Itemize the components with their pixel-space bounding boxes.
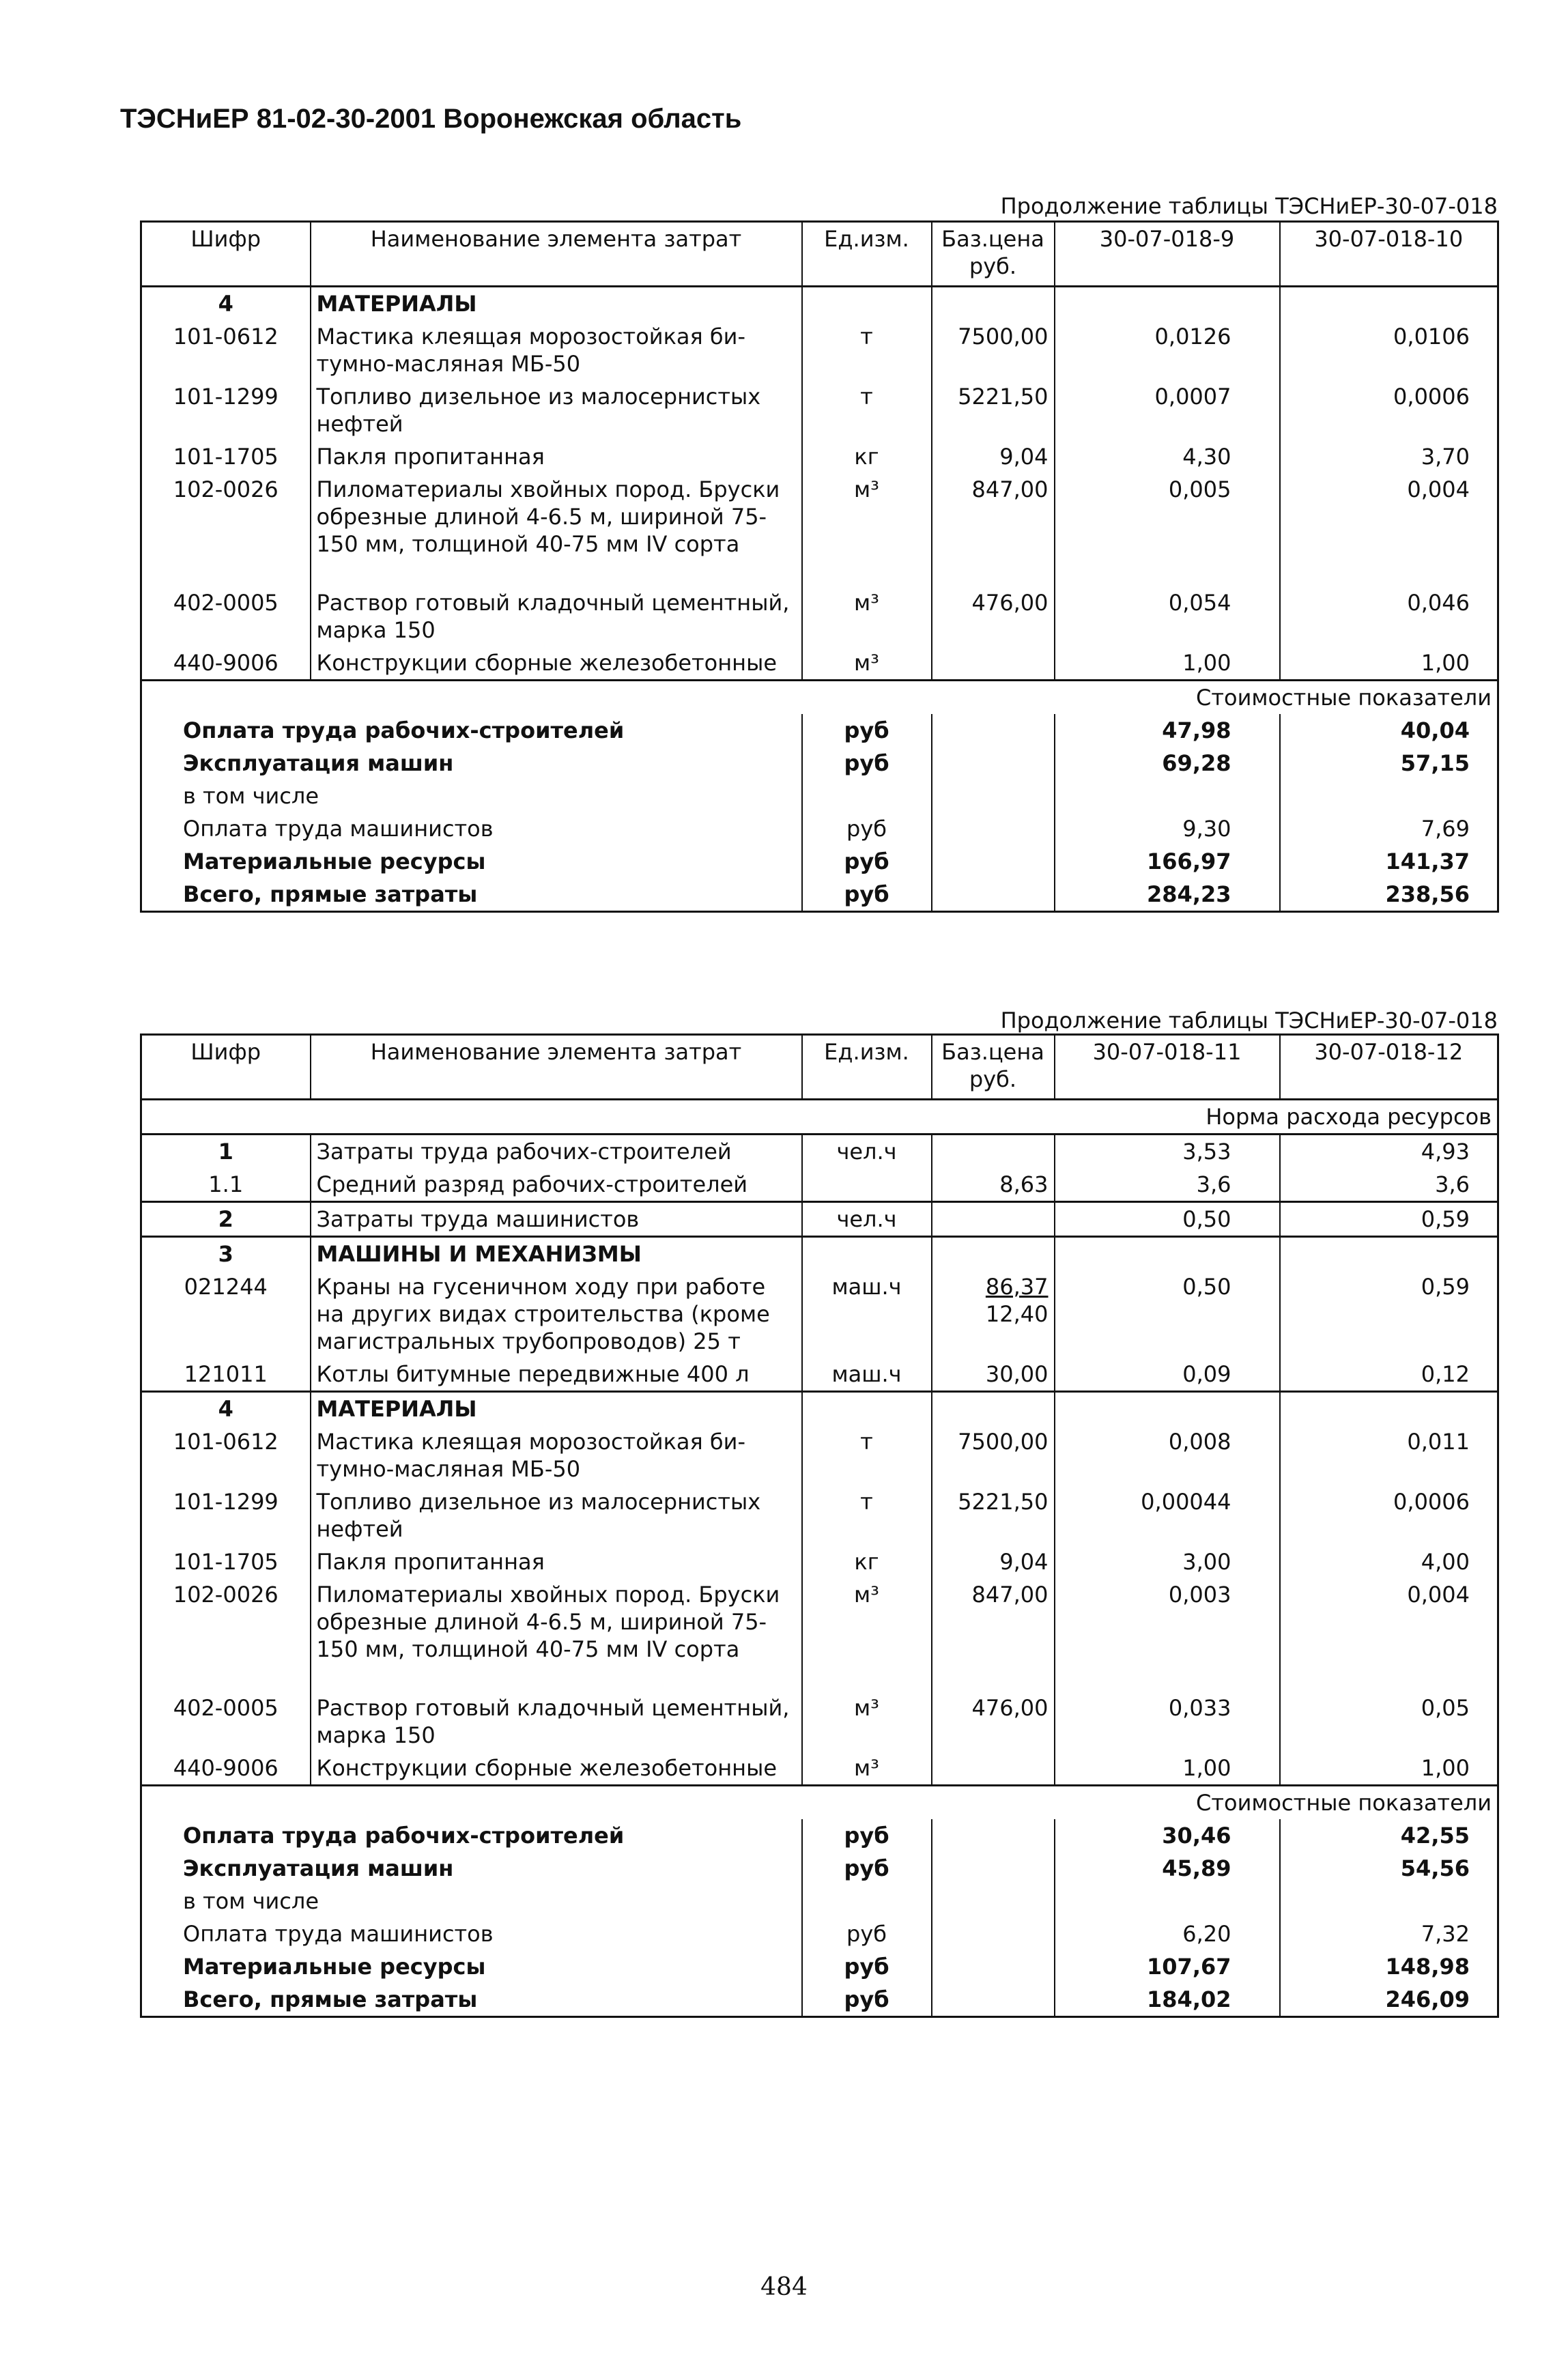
norm-label bbox=[141, 1100, 1498, 1135]
empty-cell bbox=[141, 1666, 311, 1692]
empty-cell bbox=[932, 812, 1055, 845]
summary-value-b: 40,04 bbox=[1400, 717, 1470, 743]
table-row bbox=[141, 1202, 1498, 1237]
header-price: Баз.цена руб. bbox=[932, 222, 1055, 287]
empty-cell bbox=[932, 747, 1055, 780]
summary-value-b bbox=[1280, 780, 1498, 812]
row-value-a: 0,003 bbox=[1055, 1578, 1280, 1666]
section-title: МАТЕРИАЛЫ bbox=[311, 1392, 802, 1426]
header-col-b: 30-07-018-12 bbox=[1280, 1035, 1498, 1100]
row-value-a: 3,53 bbox=[1055, 1135, 1280, 1169]
row-name: Пакля пропитанная bbox=[311, 440, 802, 473]
section-row bbox=[141, 287, 1498, 321]
summary-unit bbox=[802, 780, 932, 812]
row-code: 440-9006 bbox=[173, 1755, 279, 1781]
summary-value-b: 246,09 bbox=[1385, 1986, 1470, 2012]
summary-value-b: 141,37 bbox=[1385, 848, 1470, 874]
empty-cell bbox=[1280, 1666, 1498, 1692]
row-name: Пиломатериалы хвойных пород. Бруски обрезные длиной 4-6.5 м, шириной 75-150 мм, толщиной 40-75 мм IV сорта bbox=[311, 473, 802, 560]
summary-value-b: 238,56 bbox=[1385, 881, 1470, 907]
row-price bbox=[932, 646, 1055, 681]
resource-table-2 bbox=[140, 1033, 1499, 2018]
summary-unit: руб bbox=[802, 1950, 932, 1983]
summary-value-b: 54,56 bbox=[1400, 1855, 1470, 1881]
table-row bbox=[141, 1358, 1498, 1392]
section-code: 4 bbox=[141, 1392, 311, 1426]
table1-body bbox=[141, 287, 1498, 912]
row-price: 7500,00 bbox=[932, 320, 1055, 380]
machine-price-top: 30,00 bbox=[985, 1361, 1049, 1387]
table-row bbox=[141, 380, 1498, 440]
summary-name: Оплата труда рабочих-строителей bbox=[183, 717, 625, 743]
row-price: 476,00 bbox=[932, 1692, 1055, 1752]
summary-unit: руб bbox=[802, 1852, 932, 1885]
row-name: Конструкции сборные железобетонные bbox=[311, 646, 802, 681]
summary-row bbox=[141, 1950, 1498, 1983]
summary-value-a: 6,20 bbox=[1055, 1917, 1280, 1950]
empty-cell bbox=[311, 560, 802, 586]
summary-unit: руб bbox=[802, 1819, 932, 1852]
summary-value-a: 184,02 bbox=[1055, 1983, 1280, 2017]
empty-cell bbox=[932, 714, 1055, 747]
table-row bbox=[141, 1425, 1498, 1485]
empty-cell bbox=[1055, 560, 1280, 586]
row-code: 101-1705 bbox=[173, 444, 279, 470]
summary-value-a: 284,23 bbox=[1055, 878, 1280, 912]
document-title: ТЭСНиЕР 81-02-30-2001 Воронежская область bbox=[120, 104, 742, 134]
row-value-a: 0,00044 bbox=[1055, 1485, 1280, 1545]
row-name: Конструкции сборные железобетонные bbox=[311, 1752, 802, 1786]
summary-value-b: 148,98 bbox=[1385, 1954, 1470, 1980]
header-col-b: 30-07-018-10 bbox=[1280, 222, 1498, 287]
row-value-b: 0,12 bbox=[1421, 1361, 1470, 1387]
summary-row bbox=[141, 878, 1498, 912]
summary-value-a: 166,97 bbox=[1055, 845, 1280, 878]
summary-name: Оплата труда машинистов bbox=[183, 1921, 494, 1947]
summary-unit: руб bbox=[802, 747, 932, 780]
table-row bbox=[141, 1752, 1498, 1786]
row-code: 101-1299 bbox=[173, 1489, 279, 1515]
summary-name: в том числе bbox=[183, 783, 319, 809]
section-title: МАШИНЫ И МЕХАНИЗМЫ bbox=[311, 1237, 802, 1271]
table-row bbox=[141, 1485, 1498, 1545]
section-title: МАТЕРИАЛЫ bbox=[311, 287, 802, 321]
row-code: 1 bbox=[141, 1135, 311, 1169]
row-value-b: 0,004 bbox=[1407, 476, 1470, 502]
summary-unit: руб bbox=[802, 845, 932, 878]
summary-unit: руб bbox=[802, 812, 932, 845]
row-value-b: 3,6 bbox=[1435, 1171, 1470, 1197]
row-value-b: 0,0106 bbox=[1393, 324, 1470, 350]
table-row bbox=[141, 1692, 1498, 1752]
row-unit: чел.ч bbox=[802, 1202, 932, 1237]
row-value-a: 4,30 bbox=[1055, 440, 1280, 473]
row-value-a: 0,0007 bbox=[1055, 380, 1280, 440]
row-value-a: 0,50 bbox=[1055, 1270, 1280, 1358]
row-value-a: 0,0126 bbox=[1055, 320, 1280, 380]
summary-name: Материальные ресурсы bbox=[183, 1954, 486, 1980]
row-value-b: 4,93 bbox=[1280, 1135, 1498, 1169]
empty-cell bbox=[1280, 1392, 1498, 1426]
empty-cell bbox=[932, 878, 1055, 912]
page-number: 484 bbox=[760, 2273, 808, 2301]
table-row bbox=[141, 440, 1498, 473]
resource-table-1 bbox=[140, 220, 1499, 913]
row-unit: т bbox=[802, 380, 932, 440]
row-name: Раствор готовый кладочный цементный, марка 150 bbox=[311, 586, 802, 646]
row-unit: м³ bbox=[802, 646, 932, 681]
row-unit: чел.ч bbox=[802, 1135, 932, 1169]
row-value-a: 1,00 bbox=[1055, 646, 1280, 681]
summary-value-a: 107,67 bbox=[1055, 1950, 1280, 1983]
row-code: 402-0005 bbox=[173, 1695, 279, 1721]
row-unit: м³ bbox=[802, 1752, 932, 1786]
cost-indicators-label bbox=[141, 681, 1498, 715]
machine-price-bottom: 12,40 bbox=[985, 1301, 1049, 1327]
header-name: Наименование элемента затрат bbox=[311, 222, 802, 287]
empty-cell bbox=[802, 560, 932, 586]
row-name: Пиломатериалы хвойных пород. Бруски обрезные длиной 4-6.5 м, шириной 75-150 мм, толщиной 40-75 мм IV сорта bbox=[311, 1578, 802, 1666]
row-unit: м³ bbox=[802, 1692, 932, 1752]
cost-indicators-label bbox=[141, 1786, 1498, 1820]
summary-name: Эксплуатация машин bbox=[183, 750, 454, 776]
empty-cell bbox=[932, 1237, 1055, 1271]
empty-cell bbox=[802, 1237, 932, 1271]
empty-cell bbox=[932, 780, 1055, 812]
summary-name: Всего, прямые затраты bbox=[183, 881, 478, 907]
group-label: Норма расхода ресурсов bbox=[141, 1100, 1498, 1135]
summary-row bbox=[141, 845, 1498, 878]
row-price: 9,04 bbox=[932, 1545, 1055, 1578]
group-label: Стоимостные показатели bbox=[141, 681, 1498, 715]
empty-cell bbox=[932, 1917, 1055, 1950]
table-header-row bbox=[141, 1035, 1498, 1100]
summary-row bbox=[141, 1819, 1498, 1852]
row-price: 847,00 bbox=[932, 1578, 1055, 1666]
table-row bbox=[141, 1270, 1498, 1358]
row-unit: м³ bbox=[802, 586, 932, 646]
row-unit: кг bbox=[802, 1545, 932, 1578]
row-name: Котлы битумные передвижные 400 л bbox=[311, 1358, 802, 1392]
empty-cell bbox=[802, 1666, 932, 1692]
header-code: Шифр bbox=[141, 1035, 311, 1100]
row-unit: м³ bbox=[802, 1578, 932, 1666]
summary-value-a bbox=[1055, 1885, 1280, 1917]
summary-value-a bbox=[1055, 780, 1280, 812]
header-unit: Ед.изм. bbox=[802, 1035, 932, 1100]
summary-row bbox=[141, 714, 1498, 747]
table-row bbox=[141, 1545, 1498, 1578]
row-value-a: 1,00 bbox=[1055, 1752, 1280, 1786]
row-code: 1.1 bbox=[208, 1171, 244, 1197]
summary-value-b bbox=[1280, 1885, 1498, 1917]
row-value-b: 4,00 bbox=[1421, 1549, 1470, 1575]
empty-cell bbox=[311, 1666, 802, 1692]
empty-cell bbox=[932, 287, 1055, 321]
row-unit: т bbox=[802, 1425, 932, 1485]
row-name: Затраты труда машинистов bbox=[311, 1202, 802, 1237]
header-unit: Ед.изм. bbox=[802, 222, 932, 287]
row-value-a: 0,054 bbox=[1055, 586, 1280, 646]
summary-value-a: 47,98 bbox=[1055, 714, 1280, 747]
row-value-b: 1,00 bbox=[1421, 650, 1470, 676]
row-code: 2 bbox=[141, 1202, 311, 1237]
row-price bbox=[932, 1135, 1055, 1169]
row-price bbox=[932, 1270, 1055, 1358]
summary-value-b: 57,15 bbox=[1400, 750, 1470, 776]
row-value-a: 0,033 bbox=[1055, 1692, 1280, 1752]
row-code: 101-0612 bbox=[173, 324, 279, 350]
summary-value-a: 69,28 bbox=[1055, 747, 1280, 780]
row-unit bbox=[802, 1168, 932, 1202]
row-value-a: 0,09 bbox=[1055, 1358, 1280, 1392]
header-col-a: 30-07-018-9 bbox=[1055, 222, 1280, 287]
summary-unit: руб bbox=[802, 1983, 932, 2017]
summary-value-b: 7,32 bbox=[1421, 1921, 1470, 1947]
summary-row bbox=[141, 1983, 1498, 2017]
row-name: Топливо дизельное из малосернистых нефтей bbox=[311, 1485, 802, 1545]
empty-cell bbox=[1055, 1392, 1280, 1426]
table-row bbox=[141, 1578, 1498, 1666]
row-value-b: 0,0006 bbox=[1393, 384, 1470, 410]
row-code: 021244 bbox=[184, 1274, 268, 1300]
row-price: 847,00 bbox=[932, 473, 1055, 560]
row-name: Мастика клеящая морозостойкая би-тумно-масляная МБ-50 bbox=[311, 320, 802, 380]
empty-cell bbox=[1055, 287, 1280, 321]
summary-value-b: 7,69 bbox=[1421, 816, 1470, 842]
row-unit: м³ bbox=[802, 473, 932, 560]
empty-cell bbox=[1280, 560, 1498, 586]
table1-caption: Продолжение таблицы ТЭСНиЕР-30-07-018 bbox=[1000, 193, 1498, 219]
empty-cell bbox=[802, 287, 932, 321]
row-price bbox=[932, 1358, 1055, 1392]
row-unit: маш.ч bbox=[802, 1358, 932, 1392]
summary-value-a: 45,89 bbox=[1055, 1852, 1280, 1885]
row-value-b: 0,046 bbox=[1407, 590, 1470, 616]
table-row bbox=[141, 1168, 1498, 1202]
summary-value-a: 9,30 bbox=[1055, 812, 1280, 845]
header-col-a: 30-07-018-11 bbox=[1055, 1035, 1280, 1100]
row-value-b: 0,05 bbox=[1421, 1695, 1470, 1721]
row-price: 5221,50 bbox=[932, 1485, 1055, 1545]
summary-unit: руб bbox=[802, 1917, 932, 1950]
row-value-b: 1,00 bbox=[1421, 1755, 1470, 1781]
spacer-row bbox=[141, 560, 1498, 586]
summary-value-b: 42,55 bbox=[1400, 1823, 1470, 1849]
row-value-b: 0,59 bbox=[1280, 1202, 1498, 1237]
row-value-a: 0,005 bbox=[1055, 473, 1280, 560]
table2-body bbox=[141, 1100, 1498, 2017]
row-value-b: 0,59 bbox=[1421, 1274, 1470, 1300]
empty-cell bbox=[932, 1666, 1055, 1692]
row-value-a: 0,50 bbox=[1055, 1202, 1280, 1237]
row-price: 7500,00 bbox=[932, 1425, 1055, 1485]
header-name: Наименование элемента затрат bbox=[311, 1035, 802, 1100]
machine-price-top: 86,37 bbox=[985, 1274, 1049, 1300]
row-code: 402-0005 bbox=[173, 590, 279, 616]
summary-name: Всего, прямые затраты bbox=[183, 1986, 478, 2012]
row-name: Средний разряд рабочих-строителей bbox=[311, 1168, 802, 1202]
empty-cell bbox=[1055, 1666, 1280, 1692]
summary-name: Оплата труда машинистов bbox=[183, 816, 494, 842]
summary-row bbox=[141, 747, 1498, 780]
row-name: Мастика клеящая морозостойкая би-тумно-масляная МБ-50 bbox=[311, 1425, 802, 1485]
row-name: Затраты труда рабочих-строителей bbox=[311, 1135, 802, 1169]
empty-cell bbox=[932, 560, 1055, 586]
row-code: 101-1705 bbox=[173, 1549, 279, 1575]
row-code: 102-0026 bbox=[173, 476, 279, 502]
empty-cell bbox=[932, 1983, 1055, 2017]
table-row bbox=[141, 473, 1498, 560]
row-code: 440-9006 bbox=[173, 650, 279, 676]
summary-unit bbox=[802, 1885, 932, 1917]
header-price: Баз.цена руб. bbox=[932, 1035, 1055, 1100]
empty-cell bbox=[932, 1819, 1055, 1852]
row-code: 101-0612 bbox=[173, 1429, 279, 1455]
empty-cell bbox=[1280, 1237, 1498, 1271]
summary-unit: руб bbox=[802, 714, 932, 747]
row-unit: маш.ч bbox=[802, 1270, 932, 1358]
row-value-b: 0,011 bbox=[1407, 1429, 1470, 1455]
table-row bbox=[141, 320, 1498, 380]
table-row bbox=[141, 586, 1498, 646]
row-code: 121011 bbox=[184, 1361, 268, 1387]
summary-row bbox=[141, 1852, 1498, 1885]
summary-name: Эксплуатация машин bbox=[183, 1855, 454, 1881]
table-header-row bbox=[141, 222, 1498, 287]
empty-cell bbox=[932, 1392, 1055, 1426]
row-unit: т bbox=[802, 1485, 932, 1545]
summary-name: Материальные ресурсы bbox=[183, 848, 486, 874]
summary-value-a: 30,46 bbox=[1055, 1819, 1280, 1852]
summary-row bbox=[141, 1885, 1498, 1917]
summary-name: Оплата труда рабочих-строителей bbox=[183, 1823, 625, 1849]
header-code: Шифр bbox=[141, 222, 311, 287]
empty-cell bbox=[932, 1852, 1055, 1885]
row-unit: кг bbox=[802, 440, 932, 473]
empty-cell bbox=[141, 560, 311, 586]
row-name: Краны на гусеничном ходу при работе на других видах строительства (кроме магистральных трубопроводов) 25 т bbox=[311, 1270, 802, 1358]
row-price: 8,63 bbox=[932, 1168, 1055, 1202]
row-value-b: 0,004 bbox=[1407, 1582, 1470, 1608]
summary-row bbox=[141, 1917, 1498, 1950]
table-row bbox=[141, 646, 1498, 681]
row-code: 101-1299 bbox=[173, 384, 279, 410]
row-price bbox=[932, 1202, 1055, 1237]
empty-cell bbox=[1055, 1237, 1280, 1271]
section-row bbox=[141, 1392, 1498, 1426]
row-name: Топливо дизельное из малосернистых нефтей bbox=[311, 380, 802, 440]
section-code: 3 bbox=[141, 1237, 311, 1271]
summary-unit: руб bbox=[802, 878, 932, 912]
row-name: Пакля пропитанная bbox=[311, 1545, 802, 1578]
empty-cell bbox=[802, 1392, 932, 1426]
row-value-a: 0,008 bbox=[1055, 1425, 1280, 1485]
row-value-a: 3,6 bbox=[1055, 1168, 1280, 1202]
spacer-row bbox=[141, 1666, 1498, 1692]
row-value-b: 0,0006 bbox=[1393, 1489, 1470, 1515]
row-value-b: 3,70 bbox=[1421, 444, 1470, 470]
row-name: Раствор готовый кладочный цементный, марка 150 bbox=[311, 1692, 802, 1752]
row-price bbox=[932, 1752, 1055, 1786]
summary-row bbox=[141, 812, 1498, 845]
section-code: 4 bbox=[141, 287, 311, 321]
row-price: 476,00 bbox=[932, 586, 1055, 646]
row-price: 5221,50 bbox=[932, 380, 1055, 440]
group-label: Стоимостные показатели bbox=[141, 1786, 1498, 1820]
empty-cell bbox=[932, 1950, 1055, 1983]
row-code: 102-0026 bbox=[173, 1582, 279, 1608]
summary-name: в том числе bbox=[183, 1888, 319, 1914]
section-row bbox=[141, 1237, 1498, 1271]
summary-row bbox=[141, 780, 1498, 812]
empty-cell bbox=[932, 1885, 1055, 1917]
row-unit: т bbox=[802, 320, 932, 380]
empty-cell bbox=[932, 845, 1055, 878]
empty-cell bbox=[1280, 287, 1498, 321]
table2-caption: Продолжение таблицы ТЭСНиЕР-30-07-018 bbox=[1000, 1008, 1498, 1033]
row-value-a: 3,00 bbox=[1055, 1545, 1280, 1578]
table-row bbox=[141, 1135, 1498, 1169]
row-price: 9,04 bbox=[932, 440, 1055, 473]
